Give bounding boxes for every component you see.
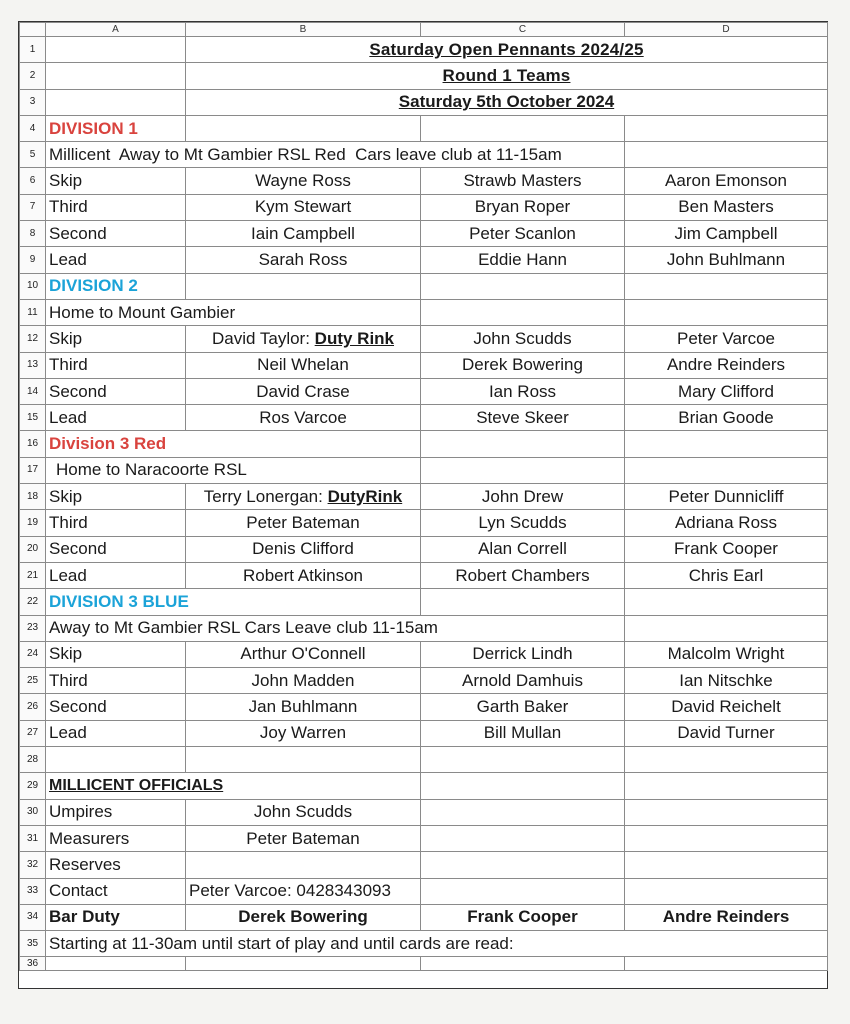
position-lead[interactable]: Lead <box>46 562 186 588</box>
cell[interactable] <box>625 299 828 325</box>
player-cell[interactable]: Sarah Ross <box>186 247 421 273</box>
player-cell[interactable]: Denis Clifford <box>186 536 421 562</box>
cell[interactable] <box>46 957 186 971</box>
cell[interactable] <box>46 89 186 115</box>
table-row <box>20 931 828 957</box>
table-row <box>20 142 828 168</box>
bar-duty-label[interactable]: Bar Duty <box>46 904 186 930</box>
player-cell[interactable]: Kym Stewart <box>186 194 421 220</box>
player-cell[interactable]: Peter Dunnicliff <box>625 484 828 510</box>
cell[interactable] <box>186 957 421 971</box>
cell[interactable] <box>46 63 186 89</box>
bar-duty-cell[interactable]: Frank Cooper <box>421 904 625 930</box>
division-3-blue-heading[interactable]: DIVISION 3 BLUE <box>46 589 421 615</box>
player-cell[interactable]: Derrick Lindh <box>421 641 625 667</box>
cell[interactable] <box>421 299 625 325</box>
row-number[interactable]: 31 <box>20 825 46 851</box>
reserves-label[interactable]: Reserves <box>46 852 186 878</box>
row-number[interactable]: 26 <box>20 694 46 720</box>
duty-rink-label: DutyRink <box>327 486 403 506</box>
player-cell[interactable]: Ian Nitschke <box>625 668 828 694</box>
column-header-b[interactable]: B <box>186 23 421 37</box>
player-cell[interactable]: Derek Bowering <box>421 352 625 378</box>
player-cell[interactable]: Wayne Ross <box>186 168 421 194</box>
row-number[interactable]: 22 <box>20 589 46 615</box>
cell[interactable] <box>625 852 828 878</box>
position-second[interactable]: Second <box>46 536 186 562</box>
table-row <box>20 536 828 562</box>
cell[interactable] <box>421 799 625 825</box>
table-row <box>20 37 828 63</box>
player-cell[interactable]: John Madden <box>186 668 421 694</box>
player-cell[interactable]: Aaron Emonson <box>625 168 828 194</box>
duty-rink-label: Duty Rink <box>314 328 395 348</box>
cell[interactable] <box>421 957 625 971</box>
player-cell[interactable]: Mary Clifford <box>625 378 828 404</box>
table-row <box>20 63 828 89</box>
row-number[interactable]: 34 <box>20 904 46 930</box>
position-skip[interactable]: Skip <box>46 641 186 667</box>
player-cell[interactable]: Peter Bateman <box>186 510 421 536</box>
table-row <box>20 747 828 773</box>
row-number[interactable]: 21 <box>20 562 46 588</box>
table-row <box>20 878 828 904</box>
player-cell[interactable]: Robert Atkinson <box>186 562 421 588</box>
player-cell[interactable]: Bill Mullan <box>421 720 625 746</box>
corner-cell[interactable] <box>20 23 46 37</box>
position-second[interactable]: Second <box>46 378 186 404</box>
column-header-row <box>20 23 828 37</box>
table-row <box>20 615 828 641</box>
table-row <box>20 378 828 404</box>
row-number[interactable]: 36 <box>20 957 46 971</box>
player-cell[interactable]: Ben Masters <box>625 194 828 220</box>
player-name: David Taylor: <box>211 328 315 348</box>
player-cell[interactable]: Jim Campbell <box>625 221 828 247</box>
row-number[interactable]: 30 <box>20 799 46 825</box>
page-title[interactable]: Saturday Open Pennants 2024/25 <box>186 37 828 63</box>
player-cell[interactable]: David Turner <box>625 720 828 746</box>
cell[interactable] <box>421 773 625 799</box>
table-row <box>20 168 828 194</box>
table-row <box>20 299 828 325</box>
row-number[interactable]: 16 <box>20 431 46 457</box>
table-row <box>20 484 828 510</box>
cell[interactable] <box>421 747 625 773</box>
cell[interactable] <box>625 589 828 615</box>
table-row <box>20 720 828 746</box>
player-cell[interactable]: Arthur O'Connell <box>186 641 421 667</box>
position-lead[interactable]: Lead <box>46 247 186 273</box>
column-header-c[interactable]: C <box>421 23 625 37</box>
cell[interactable] <box>625 878 828 904</box>
table-row <box>20 431 828 457</box>
cell[interactable] <box>625 615 828 641</box>
cell[interactable] <box>625 825 828 851</box>
player-cell[interactable]: Ros Varcoe <box>186 405 421 431</box>
contact-value[interactable]: Peter Varcoe: 0428343093 <box>186 878 421 904</box>
position-skip[interactable]: Skip <box>46 484 186 510</box>
player-cell[interactable]: Arnold Damhuis <box>421 668 625 694</box>
row-number[interactable]: 5 <box>20 142 46 168</box>
cell[interactable] <box>421 115 625 141</box>
division-2-heading[interactable]: DIVISION 2 <box>46 273 186 299</box>
division-3-red-info[interactable]: Home to Naracoorte RSL <box>46 457 421 483</box>
row-number[interactable]: 9 <box>20 247 46 273</box>
table-row <box>20 589 828 615</box>
player-cell[interactable]: Adriana Ross <box>625 510 828 536</box>
position-third[interactable]: Third <box>46 194 186 220</box>
position-second[interactable]: Second <box>46 694 186 720</box>
row-number[interactable]: 18 <box>20 484 46 510</box>
table-row <box>20 641 828 667</box>
measurers-label[interactable]: Measurers <box>46 825 186 851</box>
spreadsheet <box>18 21 828 989</box>
table-row <box>20 852 828 878</box>
position-lead[interactable]: Lead <box>46 720 186 746</box>
cell[interactable] <box>625 957 828 971</box>
table-row <box>20 957 828 971</box>
row-number[interactable]: 24 <box>20 641 46 667</box>
cell[interactable] <box>421 825 625 851</box>
player-cell[interactable]: John Drew <box>421 484 625 510</box>
cell[interactable] <box>186 115 421 141</box>
table-row <box>20 904 828 930</box>
player-cell[interactable]: Malcolm Wright <box>625 641 828 667</box>
player-cell[interactable]: Lyn Scudds <box>421 510 625 536</box>
position-skip[interactable]: Skip <box>46 326 186 352</box>
row-number[interactable]: 19 <box>20 510 46 536</box>
bar-duty-cell[interactable]: Andre Reinders <box>625 904 828 930</box>
table-row <box>20 326 828 352</box>
row-number[interactable]: 28 <box>20 747 46 773</box>
row-number[interactable]: 4 <box>20 115 46 141</box>
cell[interactable] <box>625 142 828 168</box>
row-number[interactable]: 6 <box>20 168 46 194</box>
player-cell[interactable]: Iain Campbell <box>186 221 421 247</box>
cell[interactable] <box>625 273 828 299</box>
player-cell[interactable]: Peter Varcoe <box>625 326 828 352</box>
position-skip[interactable]: Skip <box>46 168 186 194</box>
umpires-value[interactable]: John Scudds <box>186 799 421 825</box>
player-cell[interactable]: John Scudds <box>421 326 625 352</box>
row-number[interactable]: 12 <box>20 326 46 352</box>
table-row <box>20 457 828 483</box>
division-3-red-heading[interactable]: Division 3 Red <box>46 431 421 457</box>
row-number[interactable]: 23 <box>20 615 46 641</box>
row-number[interactable]: 17 <box>20 457 46 483</box>
player-cell[interactable]: Neil Whelan <box>186 352 421 378</box>
cell[interactable] <box>625 431 828 457</box>
row-number[interactable]: 27 <box>20 720 46 746</box>
player-cell[interactable]: Strawb Masters <box>421 168 625 194</box>
bar-duty-note[interactable]: Starting at 11-30am until start of play and until cards are read: <box>46 931 828 957</box>
row-number[interactable]: 3 <box>20 89 46 115</box>
division-3-blue-info[interactable]: Away to Mt Gambier RSL Cars Leave club 11-15am <box>46 615 625 641</box>
player-cell[interactable]: Joy Warren <box>186 720 421 746</box>
umpires-label[interactable]: Umpires <box>46 799 186 825</box>
row-number[interactable]: 13 <box>20 352 46 378</box>
player-cell[interactable]: David Reichelt <box>625 694 828 720</box>
cell[interactable] <box>625 457 828 483</box>
row-number[interactable]: 10 <box>20 273 46 299</box>
table-row <box>20 694 828 720</box>
row-number[interactable]: 25 <box>20 668 46 694</box>
player-cell[interactable]: Alan Correll <box>421 536 625 562</box>
table-row <box>20 825 828 851</box>
table-row <box>20 247 828 273</box>
player-cell[interactable]: Bryan Roper <box>421 194 625 220</box>
player-cell[interactable]: Chris Earl <box>625 562 828 588</box>
row-number[interactable]: 14 <box>20 378 46 404</box>
cell[interactable] <box>186 747 421 773</box>
player-cell[interactable]: Eddie Hann <box>421 247 625 273</box>
player-cell[interactable]: Andre Reinders <box>625 352 828 378</box>
cell[interactable] <box>421 852 625 878</box>
column-header-d[interactable]: D <box>625 23 828 37</box>
position-third[interactable]: Third <box>46 352 186 378</box>
table-row <box>20 89 828 115</box>
cell[interactable] <box>421 589 625 615</box>
cell[interactable] <box>421 273 625 299</box>
row-number[interactable]: 20 <box>20 536 46 562</box>
row-number[interactable]: 32 <box>20 852 46 878</box>
table-row <box>20 405 828 431</box>
cell[interactable] <box>421 431 625 457</box>
table-row <box>20 221 828 247</box>
row-number[interactable]: 7 <box>20 194 46 220</box>
table-row <box>20 115 828 141</box>
cell[interactable] <box>186 273 421 299</box>
cell[interactable] <box>625 773 828 799</box>
table-row <box>20 799 828 825</box>
cell[interactable] <box>46 747 186 773</box>
position-second[interactable]: Second <box>46 221 186 247</box>
cell[interactable] <box>625 115 828 141</box>
table-row <box>20 562 828 588</box>
player-name: Terry Lonergan: <box>203 486 328 506</box>
player-cell[interactable]: Ian Ross <box>421 378 625 404</box>
row-number[interactable]: 15 <box>20 405 46 431</box>
row-number[interactable]: 33 <box>20 878 46 904</box>
row-number[interactable]: 2 <box>20 63 46 89</box>
measurers-value[interactable]: Peter Bateman <box>186 825 421 851</box>
position-third[interactable]: Third <box>46 668 186 694</box>
row-number[interactable]: 11 <box>20 299 46 325</box>
player-cell[interactable] <box>186 484 421 510</box>
team-sheet-grid <box>19 22 828 971</box>
division-1-heading[interactable]: DIVISION 1 <box>46 115 186 141</box>
officials-heading[interactable]: MILLICENT OFFICIALS <box>46 773 421 799</box>
player-cell[interactable]: Garth Baker <box>421 694 625 720</box>
table-row <box>20 773 828 799</box>
cell[interactable] <box>625 799 828 825</box>
player-cell[interactable]: Robert Chambers <box>421 562 625 588</box>
player-cell[interactable]: Frank Cooper <box>625 536 828 562</box>
division-1-info[interactable]: Millicent Away to Mt Gambier RSL Red Cars leave club at 11-15am <box>46 142 625 168</box>
table-row <box>20 352 828 378</box>
cell[interactable] <box>186 852 421 878</box>
cell[interactable] <box>421 457 625 483</box>
column-header-a[interactable]: A <box>46 23 186 37</box>
position-third[interactable]: Third <box>46 510 186 536</box>
row-number[interactable]: 1 <box>20 37 46 63</box>
player-cell[interactable]: Brian Goode <box>625 405 828 431</box>
bar-duty-cell[interactable]: Derek Bowering <box>186 904 421 930</box>
table-row <box>20 510 828 536</box>
player-cell[interactable]: Jan Buhlmann <box>186 694 421 720</box>
player-cell[interactable]: David Crase <box>186 378 421 404</box>
player-cell[interactable]: Peter Scanlon <box>421 221 625 247</box>
row-number[interactable]: 29 <box>20 773 46 799</box>
contact-label[interactable]: Contact <box>46 878 186 904</box>
cell[interactable] <box>46 37 186 63</box>
row-number[interactable]: 8 <box>20 221 46 247</box>
division-2-info[interactable]: Home to Mount Gambier <box>46 299 421 325</box>
cell[interactable] <box>625 747 828 773</box>
table-row <box>20 668 828 694</box>
player-cell[interactable]: Steve Skeer <box>421 405 625 431</box>
table-row <box>20 273 828 299</box>
table-row <box>20 194 828 220</box>
player-cell[interactable]: John Buhlmann <box>625 247 828 273</box>
player-cell[interactable] <box>186 326 421 352</box>
cell[interactable] <box>421 878 625 904</box>
row-number[interactable]: 35 <box>20 931 46 957</box>
round-subtitle[interactable]: Round 1 Teams <box>186 63 828 89</box>
match-date[interactable]: Saturday 5th October 2024 <box>186 89 828 115</box>
position-lead[interactable]: Lead <box>46 405 186 431</box>
